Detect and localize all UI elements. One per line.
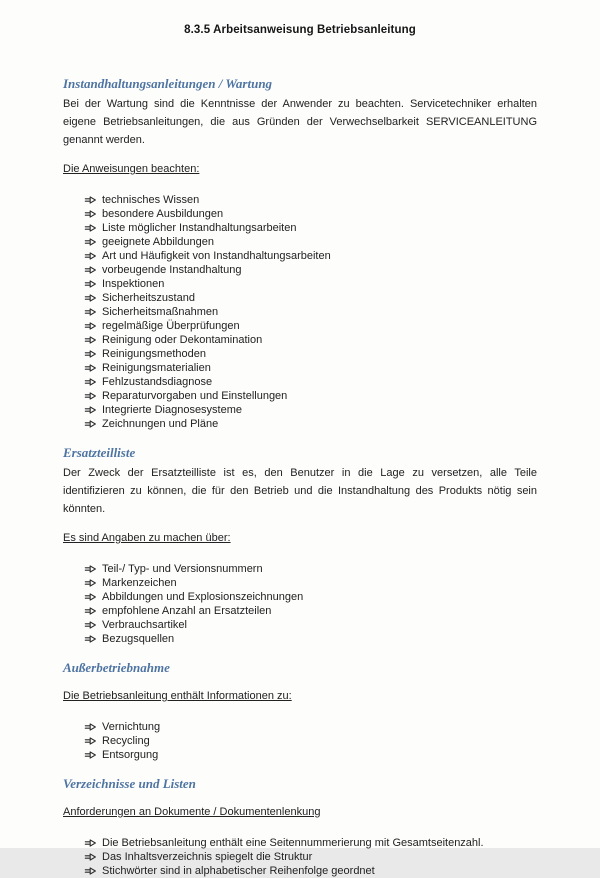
list-item-label: Reinigungsmaterialien bbox=[102, 362, 211, 374]
arrow-bullet-icon bbox=[84, 293, 97, 303]
bullet-list bbox=[84, 720, 537, 762]
arrow-bullet-icon bbox=[84, 736, 97, 746]
list-item bbox=[84, 836, 537, 850]
arrow-bullet-icon bbox=[84, 634, 97, 644]
arrow-bullet-icon bbox=[84, 722, 97, 732]
arrow-bullet-icon bbox=[84, 279, 97, 289]
list-item bbox=[84, 277, 537, 291]
arrow-bullet-icon bbox=[84, 349, 97, 359]
bullet-list bbox=[84, 836, 537, 878]
list-item bbox=[84, 235, 537, 249]
arrow-bullet-icon bbox=[84, 606, 97, 616]
list-item-label: Art und Häufigkeit von Instandhaltungsarbeiten bbox=[102, 250, 331, 262]
section-heading: Verzeichnisse und Listen bbox=[63, 776, 196, 791]
list-item bbox=[84, 748, 537, 762]
list-item bbox=[84, 221, 537, 235]
bullet-list bbox=[84, 193, 537, 431]
list-item-label: geeignete Abbildungen bbox=[102, 236, 214, 248]
list-item bbox=[84, 319, 537, 333]
list-item-label: Recycling bbox=[102, 735, 150, 747]
list-item bbox=[84, 305, 537, 319]
list-item-label: Teil-/ Typ- und Versionsnummern bbox=[102, 563, 263, 575]
arrow-bullet-icon bbox=[84, 265, 97, 275]
arrow-bullet-icon bbox=[84, 405, 97, 415]
document-section bbox=[63, 776, 537, 878]
list-item bbox=[84, 389, 537, 403]
arrow-bullet-icon bbox=[84, 750, 97, 760]
arrow-bullet-icon bbox=[84, 564, 97, 574]
arrow-bullet-icon bbox=[84, 209, 97, 219]
section-subheading: Die Betriebsanleitung enthält Informationen zu: bbox=[63, 690, 292, 702]
list-item bbox=[84, 417, 537, 431]
list-item-label: Reinigungsmethoden bbox=[102, 348, 206, 360]
list-item bbox=[84, 850, 537, 864]
list-item-label: Fehlzustandsdiagnose bbox=[102, 376, 213, 388]
list-item bbox=[84, 720, 537, 734]
section-subheading: Es sind Angaben zu machen über: bbox=[63, 532, 231, 544]
section-subheading: Die Anweisungen beachten: bbox=[63, 163, 200, 175]
section-heading: Instandhaltungsanleitungen / Wartung bbox=[63, 76, 273, 91]
arrow-bullet-icon bbox=[84, 223, 97, 233]
list-item bbox=[84, 291, 537, 305]
list-item bbox=[84, 333, 537, 347]
section-paragraph: Bei der Wartung sind die Kenntnisse der Anwender zu beachten. Servicetechniker erhalten eigene Betriebsanleitungen, die aus Gründen der Verwechselbarkeit SERVICEANLEITUNG genannt werden. bbox=[63, 98, 537, 146]
arrow-bullet-icon bbox=[84, 195, 97, 205]
arrow-bullet-icon bbox=[84, 363, 97, 373]
arrow-bullet-icon bbox=[84, 377, 97, 387]
list-item-label: besondere Ausbildungen bbox=[102, 208, 224, 220]
list-item-label: Integrierte Diagnosesysteme bbox=[102, 404, 243, 416]
arrow-bullet-icon bbox=[84, 391, 97, 401]
list-item-label: Entsorgung bbox=[102, 749, 159, 761]
list-item bbox=[84, 403, 537, 417]
list-item-label: Vernichtung bbox=[102, 721, 161, 733]
list-item bbox=[84, 590, 537, 604]
section-heading: Ersatzteilliste bbox=[63, 445, 136, 460]
arrow-bullet-icon bbox=[84, 838, 97, 848]
list-item bbox=[84, 193, 537, 207]
list-item bbox=[84, 375, 537, 389]
list-item bbox=[84, 576, 537, 590]
list-item bbox=[84, 207, 537, 221]
list-item bbox=[84, 361, 537, 375]
list-item-label: Stichwörter sind in alphabetischer Reihenfolge geordnet bbox=[102, 865, 375, 877]
document-section bbox=[63, 76, 537, 431]
arrow-bullet-icon bbox=[84, 251, 97, 261]
sections bbox=[63, 76, 537, 878]
arrow-bullet-icon bbox=[84, 321, 97, 331]
list-item-label: Verbrauchsartikel bbox=[102, 619, 187, 631]
list-item-label: Das Inhaltsverzeichnis spiegelt die Struktur bbox=[102, 851, 313, 863]
document-title: 8.3.5 Arbeitsanweisung Betriebsanleitung bbox=[184, 24, 416, 36]
bullet-list bbox=[84, 562, 537, 646]
list-item bbox=[84, 347, 537, 361]
arrow-bullet-icon bbox=[84, 866, 97, 876]
list-item-label: Die Betriebsanleitung enthält eine Seitennummerierung mit Gesamtseitenzahl. bbox=[102, 837, 484, 849]
list-item bbox=[84, 249, 537, 263]
arrow-bullet-icon bbox=[84, 852, 97, 862]
list-item bbox=[84, 263, 537, 277]
list-item-label: empfohlene Anzahl an Ersatzteilen bbox=[102, 605, 272, 617]
list-item-label: Liste möglicher Instandhaltungsarbeiten bbox=[102, 222, 297, 234]
section-subheading: Anforderungen an Dokumente / Dokumentenlenkung bbox=[63, 806, 321, 818]
list-item-label: Reinigung oder Dekontamination bbox=[102, 334, 263, 346]
section-paragraph: Der Zweck der Ersatzteilliste ist es, den Benutzer in die Lage zu versetzen, alle Teile identifizieren zu können, die für den Betrieb und die Instandhaltung des Produkts nötig sein könnten. bbox=[63, 467, 537, 515]
arrow-bullet-icon bbox=[84, 237, 97, 247]
arrow-bullet-icon bbox=[84, 419, 97, 429]
arrow-bullet-icon bbox=[84, 307, 97, 317]
document-section bbox=[63, 660, 537, 762]
section-heading: Außerbetriebnahme bbox=[63, 660, 170, 675]
list-item bbox=[84, 618, 537, 632]
arrow-bullet-icon bbox=[84, 620, 97, 630]
list-item-label: Abbildungen und Explosionszeichnungen bbox=[102, 591, 304, 603]
list-item-label: Sicherheitsmaßnahmen bbox=[102, 306, 219, 318]
list-item bbox=[84, 604, 537, 618]
list-item-label: Bezugsquellen bbox=[102, 633, 175, 645]
document-section bbox=[63, 445, 537, 646]
arrow-bullet-icon bbox=[84, 592, 97, 602]
list-item-label: regelmäßige Überprüfungen bbox=[102, 320, 240, 332]
arrow-bullet-icon bbox=[84, 335, 97, 345]
list-item-label: Reparaturvorgaben und Einstellungen bbox=[102, 390, 288, 402]
arrow-bullet-icon bbox=[84, 578, 97, 588]
list-item-label: vorbeugende Instandhaltung bbox=[102, 264, 242, 276]
list-item-label: Markenzeichen bbox=[102, 577, 177, 589]
list-item-label: Inspektionen bbox=[102, 278, 165, 290]
list-item-label: Zeichnungen und Pläne bbox=[102, 418, 219, 430]
list-item-label: Sicherheitszustand bbox=[102, 292, 195, 304]
list-item bbox=[84, 632, 537, 646]
list-item bbox=[84, 734, 537, 748]
list-item bbox=[84, 864, 537, 878]
list-item-label: technisches Wissen bbox=[102, 194, 200, 206]
list-item bbox=[84, 562, 537, 576]
